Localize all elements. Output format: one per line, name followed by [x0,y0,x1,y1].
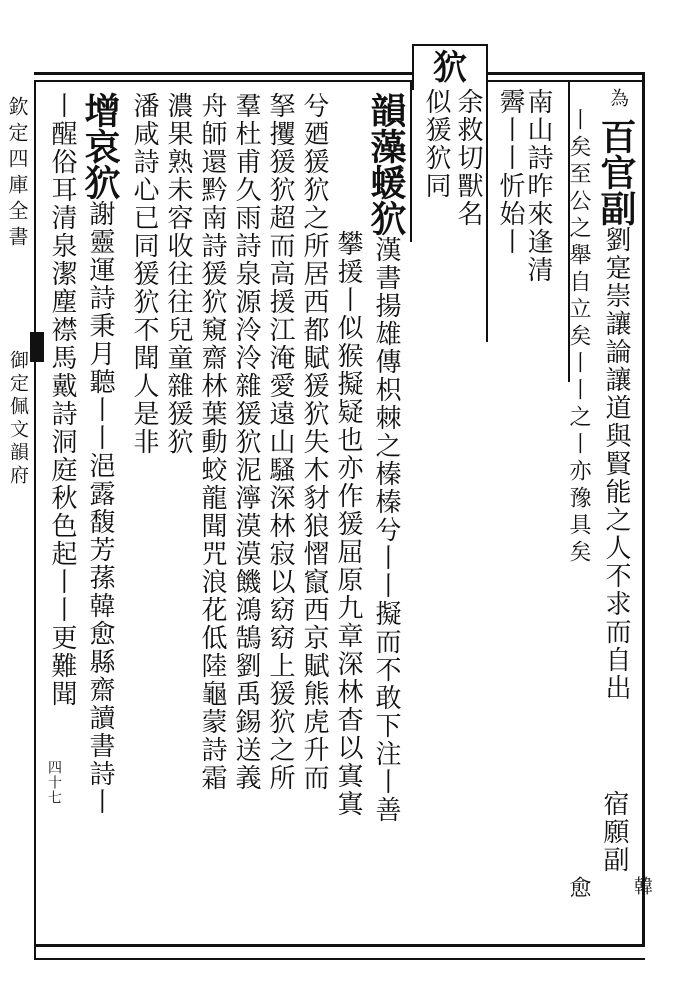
text-column [492,88,528,288]
column-head: 百官副 [595,118,637,226]
text-column [360,92,407,952]
column-text: 謝靈運詩秉月聽丨丨浥露馥芳蓀韓愈縣齋讀書詩丨 [85,200,115,816]
column-head: 為 [607,88,629,110]
text-column [624,876,660,936]
text-column [194,92,230,952]
text-column [262,92,298,952]
column-text: 濃果熟未容收往往兒童雜猨狖 [163,92,193,456]
page-number: 四十七 [46,760,62,805]
fishtail-mark [30,332,44,362]
text-column [330,230,366,950]
column-text: 攀援丨似猴擬疑也亦作猨屈原九章深林杳以寘寘 [333,230,363,818]
inner-top-rule [34,80,644,82]
column-divider [410,82,412,242]
text-column [560,876,596,936]
column-text: 愈 [566,876,591,903]
text-column [450,88,486,288]
left-border [34,80,36,960]
top-rule-left [34,72,412,75]
rhyme-character-tab: 狖 [412,44,488,90]
column-text: 霽丨丨忻始丨 [495,88,525,256]
column-head: 增 [79,92,121,128]
text-column [160,92,196,552]
column-text: 丨醒俗耳清泉潔塵襟馬戴詩洞庭秋色起丨丨更難聞 [47,92,77,708]
column-head: 蝯狖 [365,164,407,236]
column-text: 舟師還黔南詩猨狖窺齋林葉動蛟龍聞咒浪花低陸龜蒙詩霜 [197,92,227,792]
column-text: 韓 [631,876,653,898]
text-column [560,108,596,828]
text-column [74,92,121,952]
text-column [595,118,637,858]
text-column [418,88,454,248]
column-text: 劉寔崇讓論讓道與賢能之人不求而自出 [601,226,631,702]
column-text: 余救切獸名 [453,88,483,228]
column-text: 宿願副 [599,790,629,874]
column-head: 韻藻 [365,92,407,164]
column-head: 哀狖 [79,128,121,200]
column-text: 羣杜甫久雨詩泉源泠泠雜猨狖泥濘漠漠饑鴻鵠劉禹錫送義 [231,92,261,792]
book-title: 御定佩文韻府 [7,350,29,488]
text-column [126,92,162,552]
column-text: 似猨狖同 [421,88,451,200]
column-text: 漢書揚雄傳枳棘之榛榛兮丨丨擬而不敢下注丨善 [371,236,401,824]
column-text: 丨矣至公之舉自立矣丨丨之丨亦豫具矣 [566,108,591,567]
column-text: 南山詩昨來逢清 [523,88,553,284]
right-border [642,72,645,944]
text-column [44,92,80,952]
column-text: 潘咸詩心已同猨狖不聞人是非 [129,92,159,456]
top-rule-right [486,72,644,75]
bottom-rule-2 [34,958,645,960]
edition-title: 欽定四庫全書 [5,96,29,252]
column-divider [486,82,488,342]
column-text: 兮廼猨狖之所居西都賦猨狖失木豺狼慴竄西京賦熊虎升而 [299,92,329,792]
column-text: 拏攫猨狖超而高援江淹愛遠山騷深林寂以窈窈上猨狖之所 [265,92,295,792]
text-column [228,92,264,952]
text-column [296,92,332,952]
